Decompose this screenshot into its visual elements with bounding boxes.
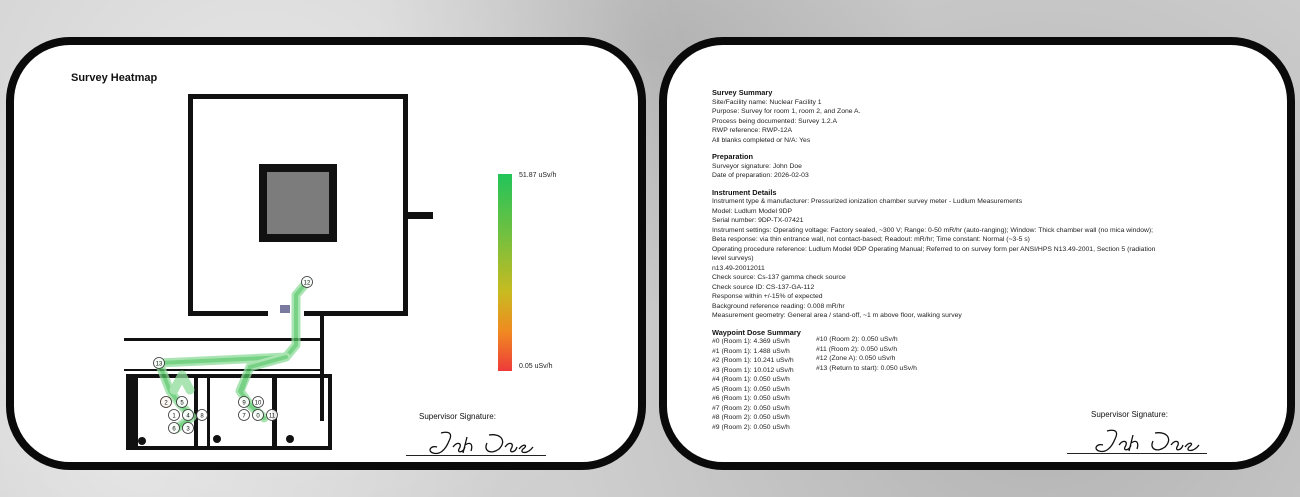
central-block-inner [267, 172, 329, 234]
dose-summary-title: Waypoint Dose Summary [712, 327, 801, 337]
waypoint-label: 6 [172, 426, 176, 433]
waypoint-label: 4 [186, 413, 190, 420]
waypoint-marker [169, 423, 180, 434]
preparation-title: Preparation [712, 152, 754, 161]
preparation-line: Surveyor signature: John Doe [712, 162, 802, 170]
instrument-section [712, 188, 1272, 321]
instrument-line: Measurement geometry: General area / stand-off, ~1 m above floor, walking survey [712, 312, 962, 319]
dose-line: #9 (Room 2): 0.050 uSv/h [712, 423, 790, 431]
summary-line: Process being documented: Survey 1.2.A [712, 117, 838, 125]
rooms-walls [124, 311, 332, 450]
waypoint-marker [197, 410, 208, 421]
summary-line: Purpose: Survey for room 1, room 2, and Zone A. [712, 108, 861, 115]
waypoint-marker [239, 410, 250, 421]
survey-summary-section [712, 88, 1272, 145]
waypoint-marker [183, 410, 194, 421]
dose-line: #13 (Return to start): 0.050 uSv/h [816, 364, 917, 372]
waypoint-marker [177, 397, 188, 408]
dose-summary-section [712, 328, 1272, 433]
waypoint-marker [253, 397, 264, 408]
dose-line: #1 (Room 1): 1.488 uSv/h [712, 347, 790, 355]
waypoint-label: 12 [303, 280, 311, 287]
summary-text [712, 88, 1272, 439]
waypoint-marker [239, 397, 250, 408]
waypoint-label: 10 [254, 400, 262, 407]
dose-line: #2 (Room 1): 10.241 uSv/h [712, 357, 794, 364]
waypoint-marker [302, 277, 313, 288]
waypoint-label: 5 [180, 400, 184, 407]
signature-line [406, 455, 546, 456]
waypoint-marker [267, 410, 278, 421]
waypoint-label: 0 [256, 413, 260, 420]
summary-line: Site/Facility name: Nuclear Facility 1 [712, 98, 822, 106]
instrument-line: Response within +/-15% of expected [712, 293, 823, 300]
waypoint-marker [183, 423, 194, 434]
summary-line: RWP reference: RWP-12A [712, 127, 793, 134]
dose-line: #12 (Zone A): 0.050 uSv/h [816, 355, 896, 362]
instrument-line: Serial number: 9DP-TX-07421 [712, 217, 804, 224]
waypoint-label: 13 [155, 361, 163, 368]
waypoint-label: 1 [172, 413, 176, 420]
waypoint-marker [169, 410, 180, 421]
legend-min-label: 0.05 uSv/h [519, 363, 553, 370]
dose-line: #11 (Room 2): 0.050 uSv/h [816, 345, 898, 353]
waypoint-label: 3 [186, 426, 190, 433]
instrument-line: Model: Ludlum Model 9DP [712, 207, 793, 215]
instrument-title: Instrument Details [712, 187, 777, 197]
dose-line: #3 (Room 1): 10.012 uSv/h [712, 366, 794, 374]
dose-line: #0 (Room 1): 4.369 uSv/h [712, 338, 790, 345]
survey-heatmap-panel [6, 37, 646, 470]
waypoint-label: 2 [164, 400, 168, 407]
dose-legend-bar [498, 174, 512, 371]
instrument-line: Instrument type & manufacturer: Pressurized ionization chamber survey meter - Ludlum Measurements [712, 198, 1023, 205]
heatmap-title: Survey Heatmap [71, 72, 158, 84]
preparation-section [712, 152, 1272, 181]
waypoint-marker [154, 358, 165, 369]
floor-plan [14, 45, 638, 462]
instrument-line: Instrument settings: Operating voltage: Factory sealed, ~300 V; Range: 0-50 mR/hr (auto-ranging); Window: Thick chamber wall (no mica window); [712, 226, 1154, 234]
summary-line: All blanks completed or N/A: Yes [712, 136, 811, 144]
waypoint-label: 8 [200, 413, 204, 420]
supervisor-signature-label: Supervisor Signature: [1091, 410, 1168, 419]
waypoint-marker [253, 410, 264, 421]
dose-line: #5 (Room 1): 0.050 uSv/h [712, 385, 790, 393]
preparation-line: Date of preparation: 2026-02-03 [712, 172, 809, 179]
waypoint-label: 7 [242, 413, 246, 420]
dose-line: #6 (Room 1): 0.050 uSv/h [712, 395, 790, 402]
signature-line [1067, 453, 1207, 454]
survey-summary-title: Survey Summary [712, 88, 773, 97]
instrument-line: Background reference reading: 0.008 mR/hr [712, 302, 845, 310]
dose-line: #10 (Room 2): 0.050 uSv/h [816, 336, 898, 343]
legend-max-label: 51.87 uSv/h [519, 172, 557, 179]
instrument-line: Check source: Cs-137 gamma check source [712, 274, 846, 281]
instrument-line: level surveys) [712, 255, 754, 262]
dose-line: #4 (Room 1): 0.050 uSv/h [712, 376, 790, 383]
supervisor-signature-image [1085, 425, 1210, 461]
dose-line: #8 (Room 2): 0.050 uSv/h [712, 414, 790, 421]
instrument-line: Check source ID: CS-137-GA-112 [712, 283, 815, 291]
waypoint-label: 9 [242, 400, 246, 407]
supervisor-signature-image [419, 427, 544, 463]
instrument-line: n13.49-20012011 [712, 264, 765, 272]
dose-line: #7 (Room 2): 0.050 uSv/h [712, 404, 790, 412]
supervisor-signature-label: Supervisor Signature: [419, 412, 496, 421]
instrument-line: Beta response: via thin entrance wall, not contact-based; Readout: mR/hr; Time constant: Normal (~3-5 s) [712, 236, 1030, 243]
survey-summary-panel [659, 37, 1295, 470]
instrument-line: Operating procedure reference: Ludlum Model 9DP Operating Manual; Referred to on survey form per ANSI/HPS N13.49-2001, Section 5 (radiation [712, 245, 1156, 253]
waypoint-marker [161, 397, 172, 408]
waypoint-label: 11 [268, 413, 276, 420]
